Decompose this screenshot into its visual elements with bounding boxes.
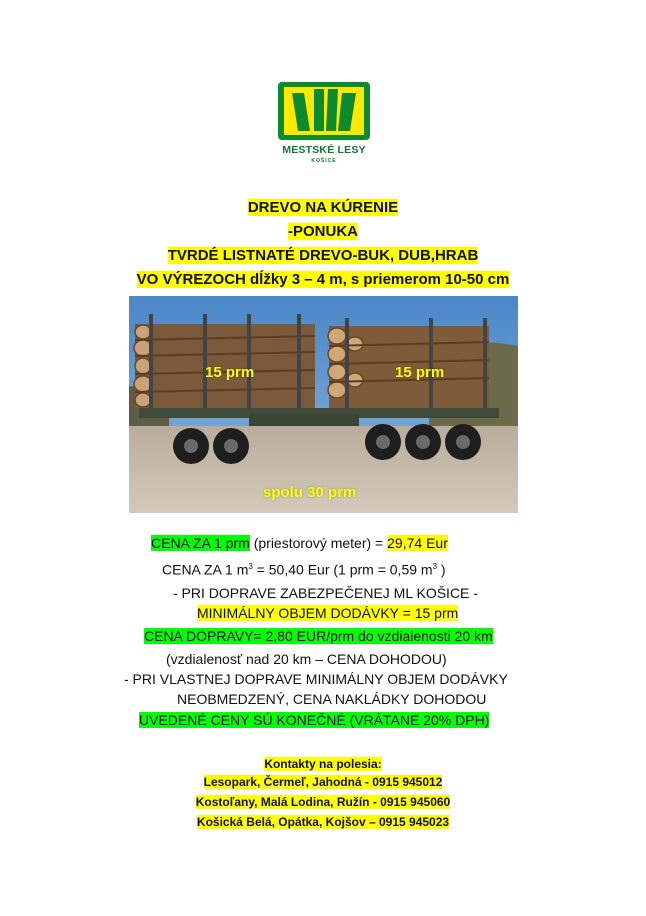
timber-truck-photo [129,296,518,513]
price1-label: CENA ZA 1 prm [151,535,250,551]
price1-note: (priestorový meter) = [249,535,388,551]
condition-line-6: NEOBMEDZENÝ, CENA NAKLÁDKY DOHODOU [177,691,487,707]
heading-line-3: TVRDÉ LISTNATÉ DREVO-BUK, DUB,HRAB [167,247,479,264]
logo-city: KOŠICE [311,158,337,164]
logo-emblem [278,82,370,140]
tree-icon [284,87,364,135]
heading-line-1: DREVO NA KÚRENIE [247,199,399,216]
photo-label-left: 15 prm [205,364,255,381]
price1-value: 29,74 Eur [387,535,448,551]
photo-label-total: spolu 30 prm [263,484,357,501]
photo-label-right: 15 prm [395,364,445,381]
contacts-title: Kontakty na polesia: [264,757,382,771]
heading-line-4: VO VÝREZOCH dĺžky 3 – 4 m, s priemerom 10-50 cm [136,271,510,288]
condition-line-3: CENA DOPRAVY= 2,80 EUR/prm do vzdialenosti 20 km [144,628,493,644]
logo-name: MESTSKÉ LESY [282,144,366,156]
condition-line-4: (vzdialenosť nad 20 km – CENA DOHODOU) [166,651,447,667]
heading-line-2: -PONUKA [288,223,358,240]
mestske-lesy-logo [278,82,370,170]
condition-line-2: MINIMÁLNY OBJEM DODÁVKY = 15 prm [197,605,459,621]
contact-1: Lesopark, Čermeľ, Jahodná - 0915 945012 [203,775,443,789]
condition-line-1: - PRI DOPRAVE ZABEZPEČENEJ ML KOŠICE - [173,585,478,601]
condition-line-5: - PRI VLASTNEJ DOPRAVE MINIMÁLNY OBJEM DODÁVKY [124,671,508,687]
condition-line-7: UVEDENÉ CENY SÚ KONEČNÉ (VRÁTANE 20% DPH) [139,712,490,728]
contact-2: Kostoľany, Malá Lodina, Ružín - 0915 945060 [195,795,451,809]
price-per-m3: CENA ZA 1 $m^3 = 50,40$ Eur (1 prm = 0,59 $m^3$ ) [162,561,446,578]
price-per-prm [151,534,448,553]
contact-3: Košická Belá, Opátka, Kojšov – 0915 945023 [196,815,450,829]
